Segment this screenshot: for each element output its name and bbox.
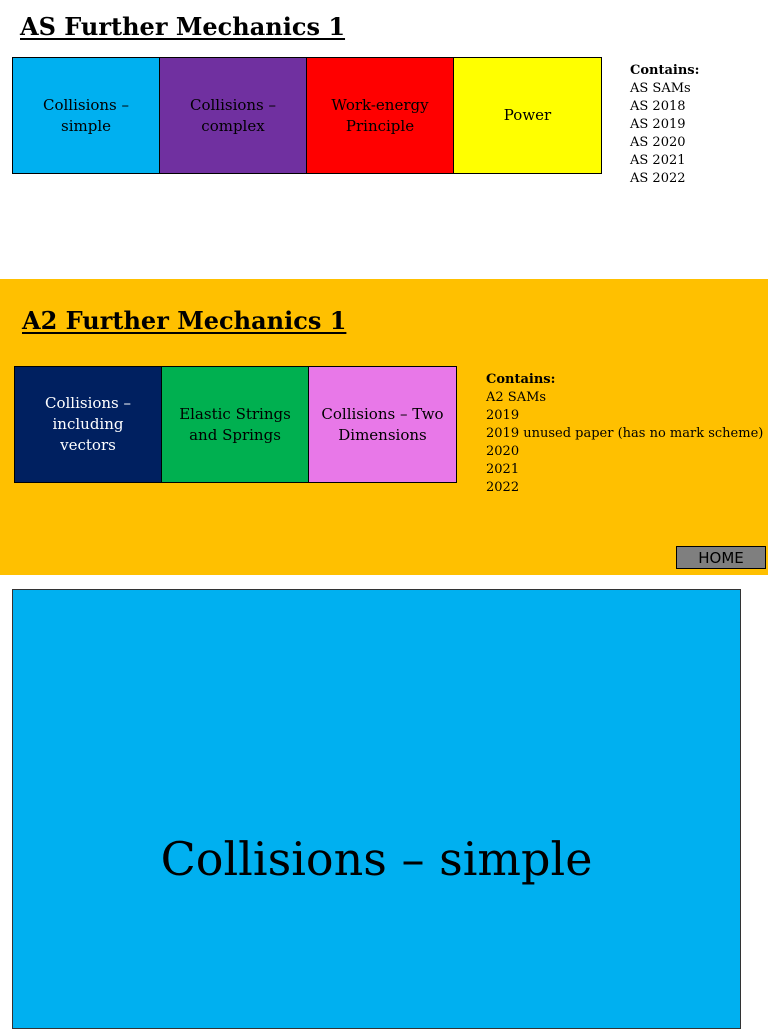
as-contains-item: AS 2022 [630,171,686,186]
a2-section [0,279,768,575]
tile-power[interactable]: Power [454,58,601,173]
tile-collisions-simple[interactable]: Collisions – simple [13,58,160,173]
a2-contains-item: 2020 [486,444,520,459]
as-contains-item: AS 2021 [630,153,686,168]
tile-elastic-strings-and-springs[interactable]: Elastic Strings and Springs [162,367,309,482]
home-button[interactable]: HOME [676,546,766,569]
a2-contains-item: 2019 unused paper (has no mark scheme) [486,426,764,441]
a2-section-title: A2 Further Mechanics 1 [22,306,347,335]
a2-topic-tiles [14,366,457,483]
as-contains-item: AS 2020 [630,135,686,150]
a2-contains-item: 2021 [486,462,520,477]
tile-work-energy-principle[interactable]: Work-energy Principle [307,58,454,173]
a2-contains-item: 2022 [486,480,520,495]
a2-contains-heading: Contains: [486,372,556,387]
a2-contains-list [486,371,763,497]
a2-contains-item: A2 SAMs [486,390,547,405]
as-section-title: AS Further Mechanics 1 [20,12,346,41]
as-contains-item: AS 2019 [630,117,686,132]
tile-collisions-complex[interactable]: Collisions – complex [160,58,307,173]
slide-title: Collisions – simple [160,832,593,886]
slide-preview [12,589,741,1029]
as-contains-item: AS 2018 [630,99,686,114]
tile-collisions-including-vectors[interactable]: Collisions – including vectors [15,367,162,482]
tile-collisions-two-dimensions[interactable]: Collisions – Two Dimensions [309,367,456,482]
as-contains-heading: Contains: [630,63,700,78]
as-contains-item: AS SAMs [630,81,691,96]
a2-contains-item: 2019 [486,408,520,423]
